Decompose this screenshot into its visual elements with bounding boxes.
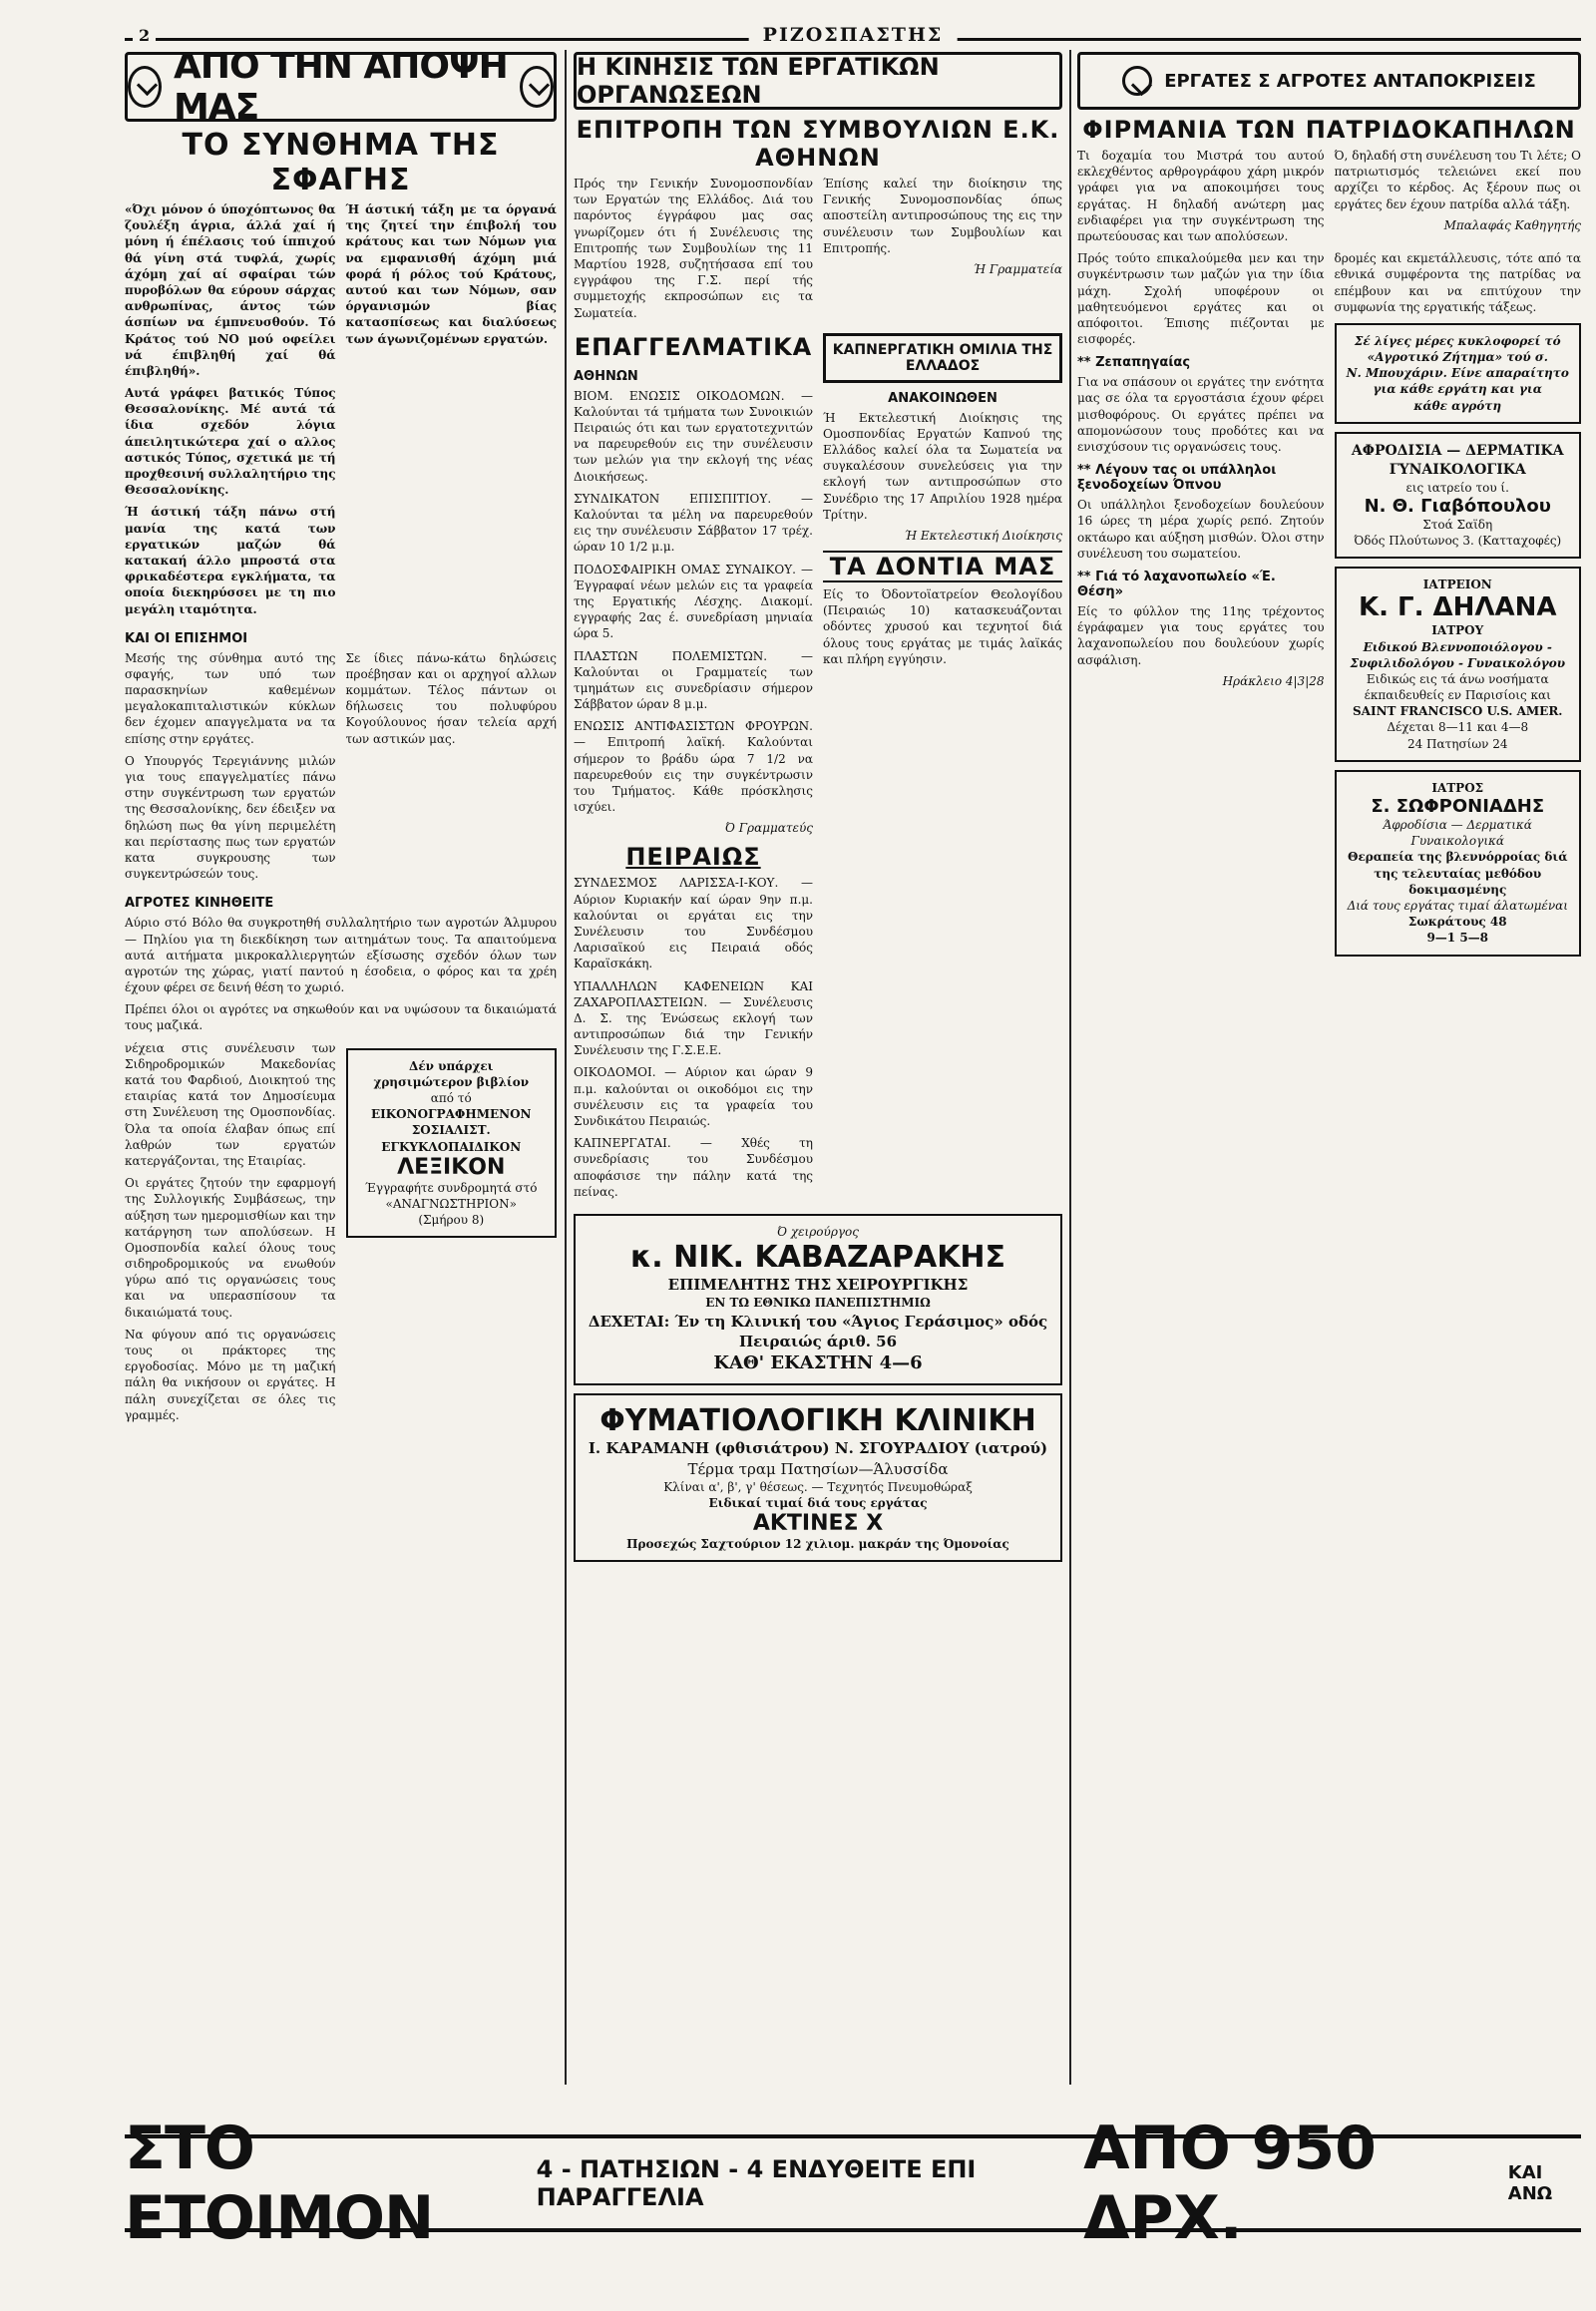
section-header-ergates-agrotes: [1077, 52, 1581, 110]
ad-line: ΔΕΧΕΤΑΙ: Έν τη Κλινική του «Άγιος Γεράσιμος» οδός Πειραιώς άριθ. 56: [588, 1312, 1048, 1350]
top-rule-bar: [125, 24, 1581, 46]
ad-line: Σ. ΣΩΦΡΟΝΙΑΔΗΣ: [1371, 796, 1545, 818]
ad-line: Τέρμα τραμ Πατησίων—Άλυσσίδα: [687, 1459, 949, 1478]
subheading: ** Γιά τό λαχανοπωλείο «Έ. Θέση»: [1077, 569, 1276, 599]
ad-line: Προσεχώς Σαχτούριον 12 χιλιομ. μακράν της Όμονοίας: [626, 1537, 1009, 1552]
ad-line: εις ιατρείο του ί.: [1405, 480, 1509, 495]
paragraph: ΣΥΝΔΕΣΜΟΣ ΛΑΡΙΣΣΑ-Ι-ΚΟΥ. — Αύριον Κυριακήν καί ώραν 9ην π.μ. καλούνται οι εργάται εις την Συνέλευσιν του Συνδέσμου Λαρισαϊκού εις Πειραιά οδός Καραϊσκάκη.: [574, 876, 813, 971]
ad-line: ΕΠΙΜΕΛΗΤΗΣ ΤΗΣ ΧΕΙΡΟΥΡΓΙΚΗΣ: [667, 1276, 969, 1295]
paragraph: Οι υπάλληλοι ξενοδοχείων δουλεύουν 16 ώρες τη μέρα χωρίς ρεπό. Ζητούν οκτάωρο και αύξηση μισθών. Όλοι στην συνέλευση του σωματείου.: [1077, 498, 1325, 561]
ad-line: Στοά Σαϊδη: [1422, 517, 1493, 532]
paragraph: Τι δοχαμία του Μιστρά του αυτού εκλεχθέντος αρθρογράφου χάρη μικρόν γράφει για να αποκοιμήσει τους εργάτας. Η δηλαδή ανώτερη μας ενδιαφέρει για την συγκέντρωση της πρωτεύουσας και των απολύσεων.: [1077, 149, 1325, 243]
ad-line: Ειδικού Βλεννοποιόλογου - Συφιλιδολόγου - Γυναικολόγου: [1350, 639, 1566, 670]
subheading: ΑΓΡΟΤΕΣ ΚΙΝΗΘΕΙΤΕ: [125, 896, 274, 912]
paragraph: ΕΝΩΣΙΣ ΑΝΤΙΦΑΣΙΣΤΩΝ ΦΡΟΥΡΩΝ. — Επιτροπή λαϊκή. Καλούνται σήμερον το βράδυ ώρα 7 1/2 να παρευρεθούν εις την συγκέντρωσιν του Τμήματος. Κάθε πρόσκλησις ισχύει.: [574, 719, 813, 815]
bottom-banner-ad: [125, 2114, 1581, 2253]
ad-line: Σέ λίγες μέρες κυκλοφορεί τό: [1354, 333, 1561, 348]
ad-line: κάθε αγρότη: [1413, 398, 1502, 413]
encyclopedia-ad: [346, 1048, 558, 1239]
subheading: ** Ζεπαπηγαίας: [1077, 355, 1191, 371]
ad-line: Κλίναι α', β', γ' θέσεως. — Τεχνητός Πνευμοθώραξ: [663, 1479, 973, 1494]
surgeon-ad: [574, 1214, 1062, 1385]
header-text: ΑΠΟ ΤΗΝ ΑΠΟΨΗ ΜΑΣ: [173, 52, 508, 128]
masthead-title: ΡΙΖΟΣΠΑΣΤΗΣ: [749, 24, 958, 46]
ad-line: ΕΝ ΤΩ ΕΘΝΙΚΩ ΠΑΝΕΠΙΣΤΗΜΙΩ: [705, 1296, 931, 1311]
hammer-sickle-icon: [128, 66, 162, 108]
ad-line: ΚΑΘ' ΕΚΑΣΤΗΝ 4—6: [713, 1352, 923, 1374]
ad-line: «Αγροτικό Ζήτημα» τού σ.: [1367, 350, 1548, 365]
paragraph: Ή Εκτελεστική Διοίκησις της Ομοσπονδίας Εργατών Καπνού της Ελλάδος καλεί όλα τα Σωματεία να συγκαλέσουν συνελεύσεις για την εκλογή των αντιπροσώπων στο Συνέδριο της 17 Απριλίου 1928 ημέρα Τρίτην.: [823, 410, 1062, 522]
article-title: ΦΙΡΜΑΝΙΑ ΤΩΝ ΠΑΤΡΙΔΟΚΑΠΗΛΩΝ: [1082, 116, 1576, 144]
ad-line: ΑΦΡΟΔΙΣΙΑ — ΔΕΡΜΑΤΙΚΑ: [1351, 442, 1564, 459]
paragraph: Πρός την Γενικήν Συνομοσπονδίαν των Εργατών της Ελλάδος. Διά του παρόντος έγγράφου μας σας γνωρίζομεν ότι ή Συνέλευσις της Επιτροπής των Συμβουλίων της 11 Μαρτίου 1928, συζητήσασα επί του εγγράφου της Γ.Σ. περί τής συμμετοχής εκπροσώπων εις τα Σωματεία.: [574, 177, 813, 320]
paragraph: «Όχι μόνον ό ύποχόπτωνος θα ζουλέξη άγρια, άλλά χαί ή μόνη ή έπέλασις τού ίππιχού θά γίνη στά τυφλά, χωρίς άχόμη χαί αί σφαίραι τών πυροβόλων θα εύρουν σάρχας ανθρωπίνας, άντος τών άσπίων να έμπνευσθούν. Τό Κράτος τού ΝΟ μού οφείλει νά έπιβληθή χαί θά έπιβληθή».: [125, 202, 336, 378]
header-text: Η ΚΙΝΗΣΙΣ ΤΩΝ ΕΡΓΑΤΙΚΩΝ ΟΡΓΑΝΩΣΕΩΝ: [577, 53, 940, 109]
paragraph: Έπίσης καλεί την διοίκησιν της Γενικής Συνομοσπονδίας όπως αποστείλη αντιπροσώπους της εις την συνέλευσιν των Συμβουλίων και Επιτροπής.: [823, 177, 1062, 255]
ad-line: ΣΟΣΙΑΛΙΣΤ. ΕΓΚΥΚΛΟΠΑΙΔΙΚΟΝ: [381, 1123, 522, 1154]
column-1: [125, 52, 557, 1429]
column-divider: [565, 50, 567, 2085]
ad-line: Ν. Θ. Γιαβόπουλου: [1364, 495, 1551, 517]
ad-line: Ειδικώς εις τά άνω νοσήματα έκπαιδευθείς εν Παρισίοις και: [1364, 671, 1551, 703]
ad-line: από τό: [430, 1091, 472, 1105]
section-header-kinisis: [574, 52, 1062, 110]
tuberculosis-clinic-ad: [574, 1393, 1062, 1562]
paragraph: Οι εργάτες ζητούν την εφαρμογή της Συλλογικής Συμβάσεως, την αύξηση των ημερομισθίων και την κατάργηση των απολύσεων. Η Ομοσπονδία καλεί όλους τους σιδηροδρομικούς να ενωθούν γύρω από τις οργανώσεις τους και να υπερασπίσουν τα δικαιώματά τους.: [125, 1176, 336, 1320]
ad-line: Ό χειρούργος: [776, 1224, 859, 1239]
ad-line: SAINT FRANCISCO U.S. AMER.: [1353, 704, 1563, 719]
paragraph: Ο Υπουργός Τερεγιάννης μιλών για τους επαγγελματίες πάνω στην συγκέντρωση των εργατών της Θεσσαλονίκης, δεν έδειξεν να δηλώση πως θα γίνη περιμελέτη και περίστασης πως των εργατών κατα συγκρουσης των συγκεντρώσεών τους.: [125, 753, 336, 882]
article-title: ΤΟ ΣΥΝΘΗΜΑ ΤΗΣ ΣΦΑΓΗΣ: [182, 128, 500, 197]
ad-line: Όδός Πλούτωνος 3. (Κατταχοφές): [1354, 533, 1562, 548]
ad-line: 24 Πατησίων 24: [1406, 736, 1508, 751]
ad-line: Δέν υπάρχει χρησιμώτερον βιβλίον: [373, 1058, 530, 1089]
paragraph: Ό, δηλαδή στη συνέλευση του Τι λέτε; Ο πατριωτισμός τελειώνει εκεί που αρχίζει το κέρδος. Ας ξέρουν πως οι εργάτες δεν έχουν πατρίδα αλλά τάξη.: [1334, 149, 1581, 211]
ad-line: ΛΕΞΙΚΟΝ: [397, 1154, 506, 1180]
ad-line: ΙΑΤΡΟΥ: [1431, 623, 1484, 638]
banner-price: ΑΠΟ 950 ΔΡΧ.: [1083, 2114, 1377, 2253]
ad-line: (Σμήρου 8): [418, 1213, 485, 1228]
subheading: ** Λέγουν τας οι υπάλληλοι ξενοδοχείων Όπνου: [1077, 463, 1277, 494]
page-number: 2: [133, 26, 156, 45]
ad-line: Θεραπεία της βλεννόρροίας διά της τελευταίας μεθόδου δοκιμασμένης: [1348, 850, 1568, 897]
ad-line: ΦΥΜΑΤΙΟΛΟΓΙΚΗ ΚΛΙΝΙΚΗ: [599, 1403, 1036, 1439]
subheading: ΑΘΗΝΩΝ: [574, 368, 638, 384]
hammer-sickle-icon: [520, 66, 554, 108]
paragraph: ΚΑΠΝΕΡΓΑΤΑΙ. — Χθές τη συνεδρίασις του Συνδέσμου αποφάσισε την πάλην κατά της πείνας.: [574, 1136, 813, 1199]
section-title: ΠΕΙΡΑΙΩΣ: [625, 843, 761, 872]
ad-line: Κ. Γ. ΔΗΛΑΝΑ: [1358, 592, 1557, 623]
paragraph: ΥΠΑΛΛΗΛΩΝ ΚΑΦΕΝΕΙΩΝ ΚΑΙ ΖΑΧΑΡΟΠΛΑΣΤΕΙΩΝ. — Συνέλευσις Δ. Σ. της Ένώσεως εκλογή των αντιπροσώπων διά την Γενικήν Συνέλευσιν της Γ.Σ.Ε.Ε.: [574, 978, 813, 1058]
subheading: ΑΝΑΚΟΙΝΩΘΕΝ: [888, 390, 998, 406]
paragraph: Να φύγουν από τις οργανώσεις τους οι πράκτορες της εργοδοσίας. Μόνο με τη μαζική πάλη θα νικήσουν οι εργάτες. Η πάλη συνεχίζεται σε όλες τις γραμμές.: [125, 1327, 336, 1422]
paragraph: ΠΟΔΟΣΦΑΙΡΙΚΗ ΟΜΑΣ ΣΥΝΑΙΚΟΥ. — Έγγραφαί νέων μελών εις τα γραφεία της Εργατικής Λέσχης. Διακομί. εγγραφής 2ας έ. συνεδρίαση μηνιαία ώρα 5.: [574, 562, 813, 641]
book-ad: [1335, 323, 1582, 424]
paragraph: δρομές και εκμετάλλευσις, τότε από τα εθνικά συμφέροντα της πατρίδας να επέμβουν και να επιτύχουν την συμφωνία της εργατικής τάξεως.: [1334, 251, 1581, 314]
signature: Ηράκλειο 4|3|28: [1222, 673, 1325, 688]
paragraph: Μεσής της σύνθημα αυτό της σφαγής, των υπό των παρασκηνίων καθεμένων μεγαλοκαπιταλιστικών κύκλων δεν έχομεν απαγγελματα να τα επίσης στην εργάτες.: [125, 650, 336, 746]
ad-line: Άφροδίσια — Δερματικά Γυναικολογικά: [1383, 818, 1532, 849]
paragraph: Πρός τούτο επικαλούμεθα μεν και την συγκέντρωσιν των μαζών για την ίδια μάχη. Σχολή υποφέρουν οι μαθητευόμενοι εργάτες και οι απόφοιτοι. Έπισης πιέζονται με εισφορές.: [1077, 251, 1325, 347]
ad-line: Ειδικαί τιμαί διά τους εργάτας: [708, 1496, 928, 1511]
paragraph: ΒΙΟΜ. ΕΝΩΣΙΣ ΟΙΚΟΔΟΜΩΝ. — Καλούνται τά τμήματα των Συνοικιών Πειραιώς ότι και των εργατοτεχνιτών να παρευρεθούν εις την συνέλευσιν των μελών για την εκλογή της νέας Διοικήσεως.: [574, 388, 813, 484]
paragraph: Πρέπει όλοι οι αγρότες να σηκωθούν και να υψώσουν τα δικαιώματά τους μαζικά.: [125, 1002, 557, 1033]
ad-line: Ν. Μπουχάριν. Είνε απαραίτητο: [1346, 366, 1569, 381]
ad-line: ΙΑΤΡΟΣ: [1431, 780, 1484, 795]
ad-line: ΙΑΤΡΕΙΟΝ: [1422, 578, 1492, 592]
column-2: [574, 52, 1062, 1570]
section-title: ΚΑΠΝΕΡΓΑΤΙΚΗ ΟΜΙΛΙΑ ΤΗΣ ΕΛΛΑΔΟΣ: [823, 333, 1062, 383]
ad-line: Ι. ΚΑΡΑΜΑΝΗ (φθισιάτρου) Ν. ΣΓΟΥΡΑΔΙΟΥ (ιατρού): [588, 1439, 1048, 1458]
ad-line: ΑΚΤΙΝΕΣ Χ: [752, 1511, 884, 1537]
signature: Ή Γραμματεία: [973, 261, 1062, 276]
paragraph: Είς το Όδοντοϊατρείον Θεολογίδου (Πειραιώς 10) κατασκευάζονται οδόντες χρυσού και τεχνητοί διά όλους τους εργάτας με τιμάς λαϊκάς και πλήρη εγγύησιν.: [823, 587, 1062, 666]
dermatology-ad: [1335, 432, 1582, 559]
signature: Ό Γραμματεύς: [724, 821, 813, 836]
section-title: ΕΠΑΓΓΕΛΜΑΤΙΚΑ: [574, 332, 813, 361]
ad-line: Διά τους εργάτας τιμαί άλατωμέναι: [1347, 898, 1568, 913]
paragraph: ΣΥΝΔΙΚΑΤΟΝ ΕΠΙΣΠΙΤΙΟΥ. — Καλούνται τα μέλη να παρευρεθούν εις την συνέλευσιν Σάββατον 17 τρέχ. ώραν 10 1/2 μ.μ.: [574, 491, 813, 555]
ad-line: ΓΥΝΑΙΚΟΛΟΓΙΚΑ: [1389, 461, 1526, 478]
banner-tail: ΚΑΙ ΑΝΩ: [1507, 2162, 1553, 2204]
paragraph: Για να σπάσουν οι εργάτες την ενότητα μας σε όλα τα εργοστάσια έχουν φέρει μισθοφόρους. Οι εργάτες πρέπει να απομονώσουν τους προδότες και να ενισχύσουν τις οργανώσεις τους.: [1077, 375, 1325, 454]
doctor-sofroniadis-ad: [1335, 770, 1582, 957]
banner-middle: 4 - ΠΑΤΗΣΙΩΝ - 4 ΕΝΔΥΘΕΙΤΕ ΕΠΙ ΠΑΡΑΓΓΕΛΙΑ: [536, 2155, 977, 2211]
section-title: ΤΑ ΔΟΝΤΙΑ ΜΑΣ: [823, 551, 1062, 582]
paragraph: ΟΙΚΟΔΟΜΟΙ. — Αύριον και ώραν 9 π.μ. καλούνται οι οικοδόμοι εις την συνέλευσιν εις τα γραφεία του Συνδικάτου Πειραιώς.: [574, 1065, 813, 1128]
ad-line: κ. ΝΙΚ. ΚΑΒΑΖΑΡΑΚΗΣ: [629, 1240, 1006, 1276]
paragraph: Σε ίδιες πάνω-κάτω δηλώσεις προέβησαν και οι αρχηγοί αλλων κομμάτων. Τέλος πάντων οι δήλωσεις του πολυφύρου Κογούλουνος ήσαν τελεία αρχή των αστικών μας.: [345, 650, 557, 746]
signature: Μπαλαφάς Καθηγητής: [1443, 217, 1581, 232]
header-text: ΕΡΓΑΤΕΣ Σ ΑΓΡΟΤΕΣ ΑΝΤΑΠΟΚΡΙΣΕΙΣ: [1164, 70, 1536, 92]
signature: Ή Εκτελεστική Διοίκησις: [904, 529, 1062, 543]
clinic-dilana-ad: [1335, 567, 1582, 762]
hammer-sickle-icon: [1122, 66, 1152, 96]
section-header-apo-tin-apopsi: [125, 52, 557, 128]
ad-line: Σωκράτους 48: [1407, 915, 1507, 930]
ad-line: ΕΙΚΟΝΟΓΡΑΦΗΜΕΝΟΝ: [370, 1107, 532, 1122]
ad-line: Δέχεται 8—11 και 4—8: [1387, 720, 1529, 735]
article-title: ΕΠΙΤΡΟΠΗ ΤΩΝ ΣΥΜΒΟΥΛΙΩΝ Ε.Κ. ΑΘΗΝΩΝ: [576, 116, 1060, 172]
paragraph: νέχεια στις συνέλευσιν των Σιδηροδρομικών Μακεδονίας κατά του Φαρδιού, Διοικητού της εταιρίας κατά τον Δημοσίευμα στη Συνέλευση της Ομοσπονδίας. Όλα τα οποία έλαβαν όπως επί λαθρών των εργατών κατεργάζονται, της Εταιρίας.: [125, 1040, 336, 1168]
paragraph: Είς το φύλλον της 11ης τρέχοντος έγράφαμεν για τους εργάτες του λαχανοπωλείου που δουλεύουν χωρίς ασφάλιση.: [1077, 603, 1325, 667]
ad-line: Έγγραφήτε συνδρομητά στό «ΑΝΑΓΝΩΣΤΗΡΙΟΝ»: [365, 1180, 538, 1211]
paragraph: Αυτά γράφει βατικός Τύπος Θεσσαλονίκης. Μέ αυτά τά ίδια σχεδόν λόγια άπειλητικώτερα χαί ο αλλος αστικός Τύπος, σχετικά με τή προχθεσινή συλλαλητήριο της Θεσσαλονίκης.: [125, 386, 336, 498]
paragraph: Ή άστική τάξη πάνω στή μανία της κατά των εργατικών μαζών θά κατακαή άλλο μπροστά στα φρικαδέστερα εγκλήματα, τα οποία διεκηρύσσει με τη πιο μεγάλη ιταμότητα.: [125, 505, 336, 616]
column-divider: [1069, 50, 1071, 2085]
column-3: [1077, 52, 1581, 964]
paragraph: Αύριο στό Βόλο θα συγκροτηθή συλλαλητήριο των αγροτών Άλμυρου — Πηλίου για τη διεκδίκηση των αιτημάτων τους. Τα απαιτούμενα αυτά αιτήματα μικροκαλλιεργητών εξίσωσης σχεδόν όλων των αγροτών της χώρας, γιατί παντού η έσοδεια, ο φόρος και τα χρέη έχουν φέρει σε δεινή θέση το χωριό.: [125, 916, 557, 995]
ad-line: για κάθε εργάτη και για: [1373, 382, 1542, 397]
ad-line: 9—1 5—8: [1426, 931, 1489, 946]
article-body: [125, 201, 557, 623]
paragraph: Ή άστική τάξη με τα όργανά της ζητεί την έπιβολή του κράτους και των Νόμων για να εμφανισθή άχόμη μιά φορά ή ρόλος τού Κράτους, αυτού και των Νόμων, σαν όργανισμών βίας κατασπίσεως και διαλύσεως των άγωνιζομένων εργατών.: [345, 202, 557, 346]
paragraph: ΠΛΑΣΤΩΝ ΠΟΛΕΜΙΣΤΩΝ. — Καλούνται οι Γραμματείς των τμημάτων εις συνεδρίασιν σήμερον Σάββατον ώραν 8 μ.μ.: [574, 648, 813, 712]
subheading: ΚΑΙ ΟΙ ΕΠΙΣΗΜΟΙ: [125, 630, 248, 646]
banner-left: ΣΤΟ ΕΤΟΙΜΟΝ: [125, 2114, 434, 2253]
